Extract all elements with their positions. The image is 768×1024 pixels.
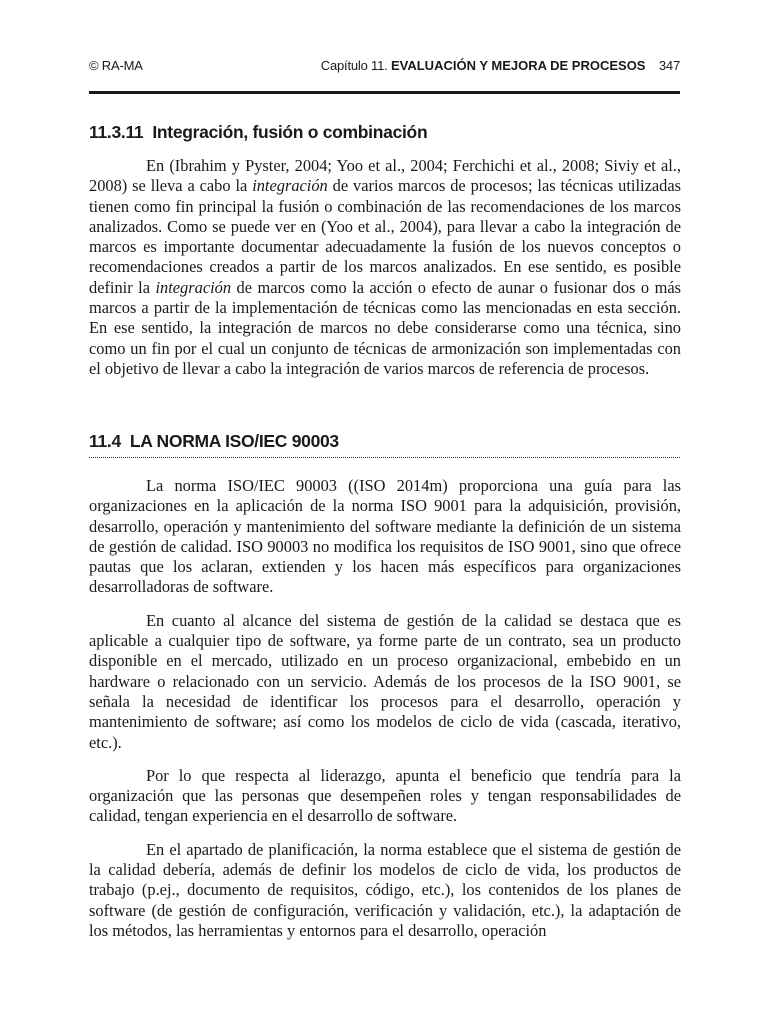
page-number: 347	[658, 58, 680, 73]
section-divider	[89, 457, 680, 458]
paragraph: En cuanto al alcance del sistema de gestión de la calidad se destaca que es aplicable a cualquier tipo de software, ya forme parte de un contrato, sea un producto disponible en el mercado, utilizado en un proceso organizacional, embebido en un hardware o relacionado con un servicio. Además de los procesos de la ISO 9001, se señala la necesidad de identificar los procesos para el desarrollo, operación y mantenimiento de software; así como los modelos de ciclo de vida (cascada, iterativo, etc.).	[89, 610, 681, 752]
paragraph: En el apartado de planificación, la norma establece que el sistema de gestión de la calidad debería, además de definir los modelos de ciclo de vida, los productos de trabajo (p.ej., documento de requisitos, código, etc.), los contenidos de los planes de software (de gestión de configuración, verificación y validación, etc.), la adaptación de los métodos, las herramientas y entornos para el desarrollo, operación	[89, 839, 681, 940]
chapter-header	[321, 58, 680, 73]
section-number: 11.3.11	[89, 122, 144, 142]
text-run: de varios marcos de procesos; las técnicas utilizadas tienen como fin principal la fusión o combinación de las recomendaciones de los marcos analizados. Como se puede ver en (Yoo et al., 2004), para llevar a cabo la integración de marcos es importante documentar adecuadamente la fusión de los nuevos conceptos o recomendaciones creados a partir de los marcos analizados. En ese sentido, es posible definir la	[89, 176, 681, 297]
chapter-prefix: Capítulo 11.	[320, 58, 388, 73]
header-rule	[89, 91, 680, 94]
publisher-mark: © RA-MA	[89, 58, 143, 73]
section-11-4-body	[89, 476, 681, 954]
text-run: de marcos como la acción o efecto de aunar o fusionar dos o más marcos a partir de la implementación de técnicas como las mencionadas en esta sección. En ese sentido, la integración de marcos no debe considerarse como una técnica, sino como un fin por el cual un conjunto de técnicas de armonización son implementadas con el objetivo de llevar a cabo la integración de varios marcos de referencia de procesos.	[89, 277, 681, 378]
section-title: LA NORMA ISO/IEC 90003	[129, 431, 339, 451]
chapter-title: EVALUACIÓN Y MEJORA DE PROCESOS	[390, 58, 646, 73]
text-run: En (Ibrahim y Pyster, 2004; Yoo et al., 2004; Ferchichi et al., 2008; Siviy et al., 2008) se lleva a cabo la	[89, 156, 681, 196]
emphasis: integración	[252, 176, 328, 196]
paragraph: La norma ISO/IEC 90003 ((ISO 2014m) proporciona una guía para las organizaciones en la aplicación de la norma ISO 9001 para la adquisición, provisión, desarrollo, operación y mantenimiento del software mediante la definición de un sistema de gestión de calidad. ISO 90003 no modifica los requisitos de ISO 9001, sino que ofrece pautas que los aclaran, extienden y los hacen más específicos para organizaciones desarrolladoras de software.	[89, 476, 681, 597]
paragraph	[89, 156, 681, 379]
running-header	[89, 58, 680, 80]
paragraph: Por lo que respecta al liderazgo, apunta el beneficio que tendría para la organización que las personas que desempeñen roles y tengan responsabilidades de calidad, tengan experiencia en el desarrollo de software.	[89, 765, 681, 826]
section-11-3-11-body	[89, 156, 681, 392]
section-title: Integración, fusión o combinación	[152, 122, 428, 142]
section-heading-11-3-11	[89, 122, 427, 143]
section-heading-11-4	[89, 431, 339, 452]
section-number: 11.4	[89, 431, 121, 451]
emphasis: integración	[155, 277, 232, 297]
